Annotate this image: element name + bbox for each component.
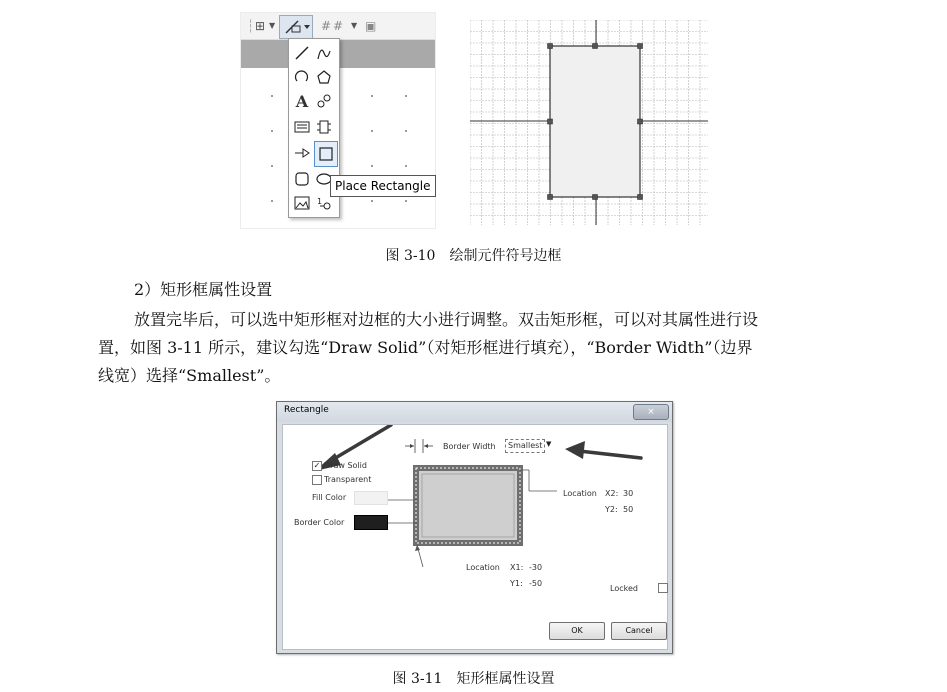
draw-solid-checkbox[interactable]: ✓ bbox=[313, 461, 321, 470]
grid-icon[interactable]: # bbox=[333, 19, 344, 33]
toolbar-separator-icon: ┆ bbox=[247, 19, 255, 33]
component-icon[interactable]: ⊞ bbox=[255, 19, 266, 33]
rectangle-icon[interactable] bbox=[314, 141, 338, 167]
round-rectangle-icon[interactable] bbox=[292, 169, 312, 189]
dialog-body bbox=[282, 424, 668, 650]
paragraph-line: 线宽）选择“Smallest”。 bbox=[98, 366, 281, 385]
y2-label: Y2: bbox=[605, 505, 618, 514]
bezier-icon[interactable] bbox=[314, 43, 334, 63]
rectangle-dialog bbox=[276, 401, 673, 654]
x2-label: X2: bbox=[605, 489, 619, 498]
y2-value[interactable]: 50 bbox=[623, 505, 634, 514]
chevron-down-icon[interactable]: ▼ bbox=[351, 21, 358, 30]
pin-icon[interactable] bbox=[292, 143, 312, 163]
transparent-checkbox[interactable] bbox=[312, 475, 322, 485]
image-icon[interactable]: ▣ bbox=[365, 19, 377, 33]
drawing-tools-icon bbox=[280, 16, 312, 38]
place-rectangle-tooltip: Place Rectangle bbox=[330, 175, 436, 197]
grid-icon[interactable]: # bbox=[321, 19, 332, 33]
link-icon[interactable] bbox=[314, 91, 334, 111]
resize-handle bbox=[638, 119, 643, 124]
figure-caption: 图 3-11 矩形框属性设置 bbox=[392, 671, 555, 687]
x1-value[interactable]: -30 bbox=[529, 563, 543, 572]
cancel-button[interactable]: Cancel bbox=[611, 622, 667, 640]
text-frame-icon[interactable] bbox=[292, 117, 312, 137]
dialog-title: Rectangle bbox=[284, 405, 329, 415]
border-width-select[interactable] bbox=[505, 439, 545, 453]
ok-button[interactable]: OK bbox=[549, 622, 605, 640]
resize-handle bbox=[593, 44, 598, 49]
x1-label: X1: bbox=[510, 563, 524, 572]
dialog-titlebar bbox=[277, 402, 672, 422]
fill-color-swatch[interactable] bbox=[354, 491, 388, 505]
border-color-swatch[interactable] bbox=[354, 515, 388, 530]
resize-handle bbox=[638, 195, 643, 200]
text-icon[interactable]: A bbox=[295, 91, 309, 111]
svg-text:1: 1 bbox=[317, 197, 323, 206]
location-label: Location bbox=[563, 489, 597, 498]
locked-checkbox[interactable] bbox=[658, 583, 668, 593]
toolbar-strip bbox=[241, 13, 435, 40]
location-label: Location bbox=[466, 563, 500, 572]
image-icon[interactable] bbox=[292, 193, 312, 213]
resize-handle bbox=[548, 195, 553, 200]
figure-caption: 图 3-10 绘制元件符号边框 bbox=[385, 248, 562, 264]
border-color-label: Border Color bbox=[294, 518, 345, 527]
paragraph-line: 置，如图 3-11 所示，建议勾选“Draw Solid”（对矩形框进行填充），“Border Width”（边界 bbox=[98, 338, 753, 357]
part-icon[interactable] bbox=[314, 117, 334, 137]
border-width-value: Smallest bbox=[508, 441, 543, 450]
part-rectangle bbox=[550, 46, 640, 197]
border-width-label: Border Width bbox=[443, 442, 496, 451]
section-heading: 2）矩形框属性设置 bbox=[134, 280, 273, 299]
arc-icon[interactable] bbox=[292, 67, 312, 87]
close-button[interactable]: × bbox=[633, 404, 669, 420]
dialog-diagram bbox=[283, 425, 667, 649]
grid-canvas bbox=[470, 20, 708, 225]
resize-handle bbox=[548, 119, 553, 124]
x2-value[interactable]: 30 bbox=[623, 489, 634, 498]
locked-label: Locked bbox=[610, 584, 638, 593]
draw-solid-label: Draw Solid bbox=[324, 461, 367, 470]
chevron-down-icon[interactable]: ▼ bbox=[269, 21, 276, 30]
polygon-icon[interactable] bbox=[314, 67, 334, 87]
resize-handle bbox=[593, 195, 598, 200]
resize-handle bbox=[638, 44, 643, 49]
y1-value[interactable]: -50 bbox=[529, 579, 543, 588]
resize-handle bbox=[548, 44, 553, 49]
paragraph-line: 放置完毕后，可以选中矩形框对边框的大小进行调整。双击矩形框，可以对其属性进行设 bbox=[134, 310, 759, 329]
drawing-tools-button[interactable] bbox=[279, 15, 313, 39]
line-icon[interactable] bbox=[292, 43, 312, 63]
y1-label: Y1: bbox=[510, 579, 523, 588]
chevron-down-icon[interactable]: ▼ bbox=[546, 440, 552, 448]
fill-color-label: Fill Color bbox=[312, 493, 347, 502]
rectangle-grid-preview bbox=[470, 20, 708, 225]
transparent-label: Transparent bbox=[324, 475, 372, 484]
